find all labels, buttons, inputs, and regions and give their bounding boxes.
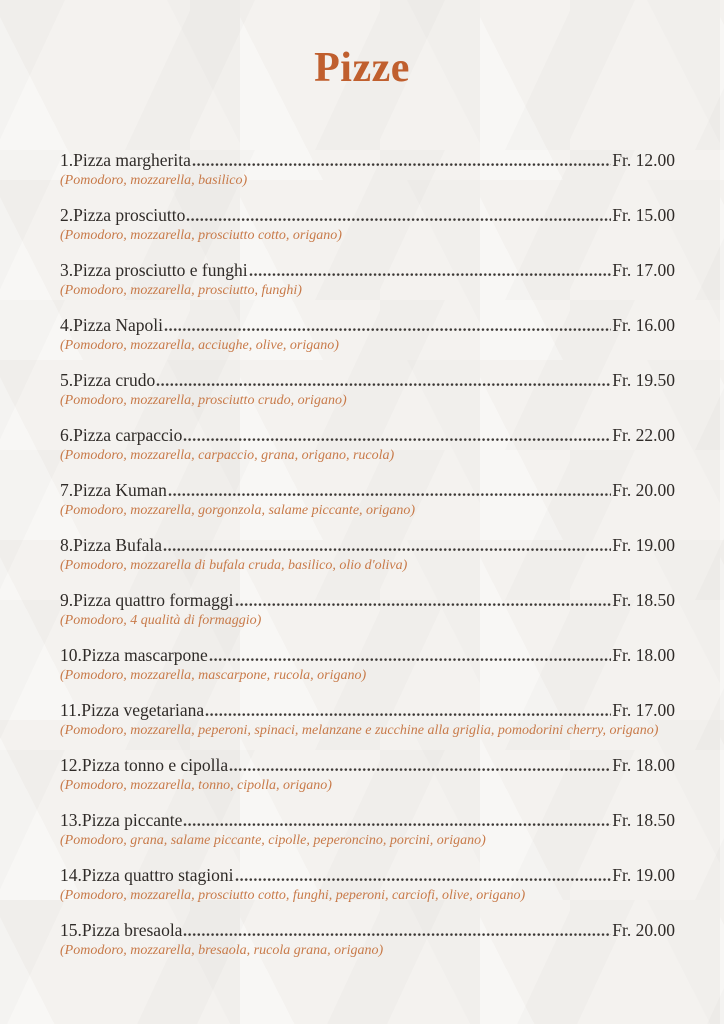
menu-item bbox=[60, 204, 675, 245]
dot-leader bbox=[205, 712, 611, 716]
item-row bbox=[60, 919, 675, 941]
item-price: Fr. 18.50 bbox=[612, 810, 675, 830]
item-name: 11.Pizza vegetariana bbox=[60, 700, 205, 720]
item-name: 14.Pizza quattro stagioni bbox=[60, 865, 234, 885]
item-price: Fr. 12.00 bbox=[612, 150, 675, 170]
item-price: Fr. 16.00 bbox=[612, 315, 675, 335]
item-ingredients: (Pomodoro, mozzarella, gorgonzola, salame piccante, origano) bbox=[60, 503, 416, 518]
dot-leader bbox=[186, 217, 611, 221]
item-price: Fr. 19.00 bbox=[612, 865, 675, 885]
item-ingredients: (Pomodoro, mozzarella, prosciutto cotto, funghi, peperoni, carciofi, olive, origano) bbox=[60, 888, 526, 903]
dot-leader bbox=[163, 547, 611, 551]
item-row bbox=[60, 589, 675, 611]
item-row bbox=[60, 259, 675, 281]
item-name: 10.Pizza mascarpone bbox=[60, 645, 208, 665]
menu-item bbox=[60, 919, 675, 960]
item-ingredients: (Pomodoro, mozzarella, tonno, cipolla, origano) bbox=[60, 778, 332, 793]
dot-leader bbox=[183, 932, 611, 936]
item-ingredients: (Pomodoro, 4 qualità di formaggio) bbox=[60, 613, 262, 628]
menu-item bbox=[60, 424, 675, 465]
item-name: 5.Pizza crudo bbox=[60, 370, 156, 390]
page-title: Pizze bbox=[314, 45, 410, 91]
item-row bbox=[60, 644, 675, 666]
item-ingredients: (Pomodoro, mozzarella, bresaola, rucola grana, origano) bbox=[60, 943, 384, 958]
item-name: 13.Pizza piccante bbox=[60, 810, 183, 830]
menu-item-list bbox=[60, 149, 675, 960]
menu-item bbox=[60, 754, 675, 795]
menu-item bbox=[60, 479, 675, 520]
item-name: 9.Pizza quattro formaggi bbox=[60, 590, 234, 610]
item-price: Fr. 18.00 bbox=[612, 645, 675, 665]
item-ingredients: (Pomodoro, mozzarella, carpaccio, grana, origano, rucola) bbox=[60, 448, 395, 463]
item-price: Fr. 19.00 bbox=[612, 535, 675, 555]
item-ingredients: (Pomodoro, mozzarella, mascarpone, rucola, origano) bbox=[60, 668, 367, 683]
item-price: Fr. 20.00 bbox=[612, 920, 675, 940]
item-price: Fr. 18.50 bbox=[612, 590, 675, 610]
menu-item bbox=[60, 864, 675, 905]
item-name: 8.Pizza Bufala bbox=[60, 535, 163, 555]
menu-item bbox=[60, 259, 675, 300]
item-row bbox=[60, 369, 675, 391]
menu-item bbox=[60, 589, 675, 630]
dot-leader bbox=[183, 822, 611, 826]
item-row bbox=[60, 754, 675, 776]
item-price: Fr. 22.00 bbox=[612, 425, 675, 445]
item-name: 7.Pizza Kuman bbox=[60, 480, 167, 500]
item-row bbox=[60, 424, 675, 446]
dot-leader bbox=[183, 437, 611, 441]
item-row bbox=[60, 314, 675, 336]
item-ingredients: (Pomodoro, mozzarella, acciughe, olive, origano) bbox=[60, 338, 339, 353]
dot-leader bbox=[168, 492, 611, 496]
item-row bbox=[60, 534, 675, 556]
item-name: 3.Pizza prosciutto e funghi bbox=[60, 260, 248, 280]
item-price: Fr. 17.00 bbox=[612, 700, 675, 720]
item-name: 15.Pizza bresaola bbox=[60, 920, 183, 940]
item-price: Fr. 18.00 bbox=[612, 755, 675, 775]
item-ingredients: (Pomodoro, mozzarella, prosciutto cotto, origano) bbox=[60, 228, 342, 243]
item-row bbox=[60, 479, 675, 501]
item-ingredients: (Pomodoro, mozzarella, prosciutto, funghi) bbox=[60, 283, 302, 298]
item-ingredients: (Pomodoro, mozzarella di bufala cruda, basilico, olio d'oliva) bbox=[60, 558, 408, 573]
item-name: 12.Pizza tonno e cipolla bbox=[60, 755, 229, 775]
item-price: Fr. 15.00 bbox=[612, 205, 675, 225]
menu-item bbox=[60, 534, 675, 575]
menu-item bbox=[60, 369, 675, 410]
dot-leader bbox=[164, 327, 611, 331]
item-row bbox=[60, 809, 675, 831]
item-name: 2.Pizza prosciutto bbox=[60, 205, 186, 225]
item-row bbox=[60, 149, 675, 171]
dot-leader bbox=[192, 162, 611, 166]
item-price: Fr. 17.00 bbox=[612, 260, 675, 280]
item-ingredients: (Pomodoro, mozzarella, prosciutto crudo, origano) bbox=[60, 393, 347, 408]
menu-item bbox=[60, 149, 675, 190]
item-price: Fr. 20.00 bbox=[612, 480, 675, 500]
item-row bbox=[60, 204, 675, 226]
dot-leader bbox=[156, 382, 611, 386]
dot-leader bbox=[235, 602, 612, 606]
item-price: Fr. 19.50 bbox=[612, 370, 675, 390]
item-name: 4.Pizza Napoli bbox=[60, 315, 164, 335]
menu-item bbox=[60, 644, 675, 685]
dot-leader bbox=[235, 877, 612, 881]
menu-item bbox=[60, 314, 675, 355]
item-ingredients: (Pomodoro, grana, salame piccante, cipolle, peperoncino, porcini, origano) bbox=[60, 833, 486, 848]
item-row bbox=[60, 864, 675, 886]
dot-leader bbox=[209, 657, 612, 661]
item-ingredients: (Pomodoro, mozzarella, peperoni, spinaci, melanzane e zucchine alla griglia, pomodorini cherry, origano) bbox=[60, 723, 659, 738]
dot-leader bbox=[229, 767, 611, 771]
item-name: 1.Pizza margherita bbox=[60, 150, 191, 170]
dot-leader bbox=[249, 272, 612, 276]
item-row bbox=[60, 699, 675, 721]
item-ingredients: (Pomodoro, mozzarella, basilico) bbox=[60, 173, 248, 188]
menu-item bbox=[60, 809, 675, 850]
item-name: 6.Pizza carpaccio bbox=[60, 425, 183, 445]
menu-item bbox=[60, 699, 675, 740]
